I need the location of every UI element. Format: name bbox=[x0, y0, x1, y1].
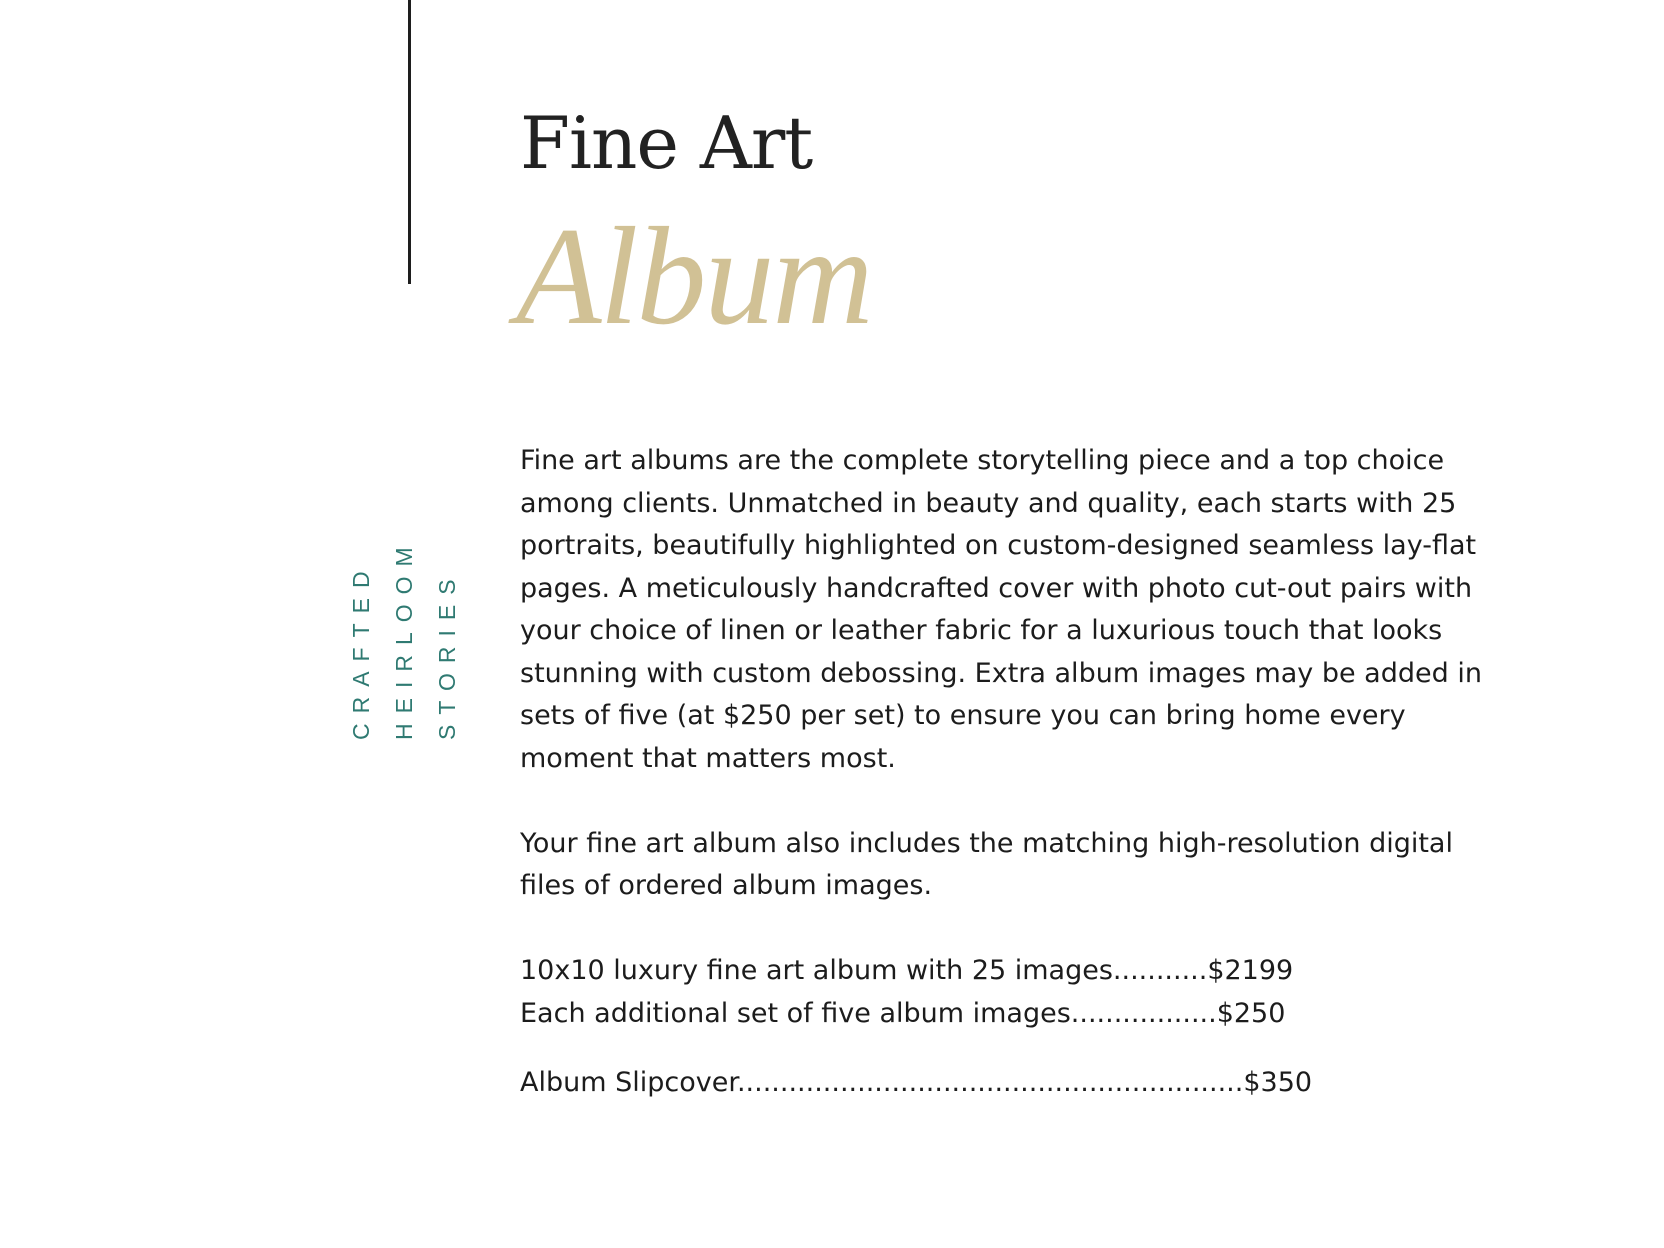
price-list bbox=[520, 950, 1500, 1035]
vertical-tagline bbox=[340, 537, 469, 740]
price-item-slipcover: Album Slipcover...........................................................$350 bbox=[520, 1067, 1313, 1098]
price-item-additional-set: Each additional set of five album images.................$250 bbox=[520, 997, 1286, 1029]
content-section bbox=[520, 440, 1500, 1105]
price-item-album: 10x10 luxury fine art album with 25 images...........$2199 bbox=[520, 955, 1294, 986]
paragraph-spacer bbox=[520, 780, 1500, 823]
page-title: Fine Art bbox=[520, 101, 813, 185]
vertical-divider-line bbox=[408, 0, 411, 284]
script-subtitle: Album bbox=[516, 199, 872, 354]
paragraph-spacer bbox=[520, 1035, 1500, 1062]
tagline-line-heirloom: HEIRLOOM bbox=[391, 537, 417, 740]
description-paragraph: Fine art albums are the complete storytelling piece and a top choice among clients. Unmatched in beauty and quality, each starts with 25 portraits, beautifully highlighted on custom-designed seamless lay-flat pages. A meticulously handcrafted cover with photo cut-out pairs with your choice of linen or leather fabric for a luxurious touch that looks stunning with custom debossing. Extra album images may be added in sets of five (at $250 per set) to ensure you can bring home every moment that matters most. bbox=[520, 445, 1482, 774]
tagline-line-crafted: CRAFTED bbox=[348, 561, 374, 740]
includes-paragraph: Your fine art album also includes the matching high-resolution digital files of ordered album images. bbox=[520, 827, 1453, 901]
paragraph-spacer bbox=[520, 908, 1500, 951]
tagline-line-stories: STORIES bbox=[434, 569, 460, 740]
